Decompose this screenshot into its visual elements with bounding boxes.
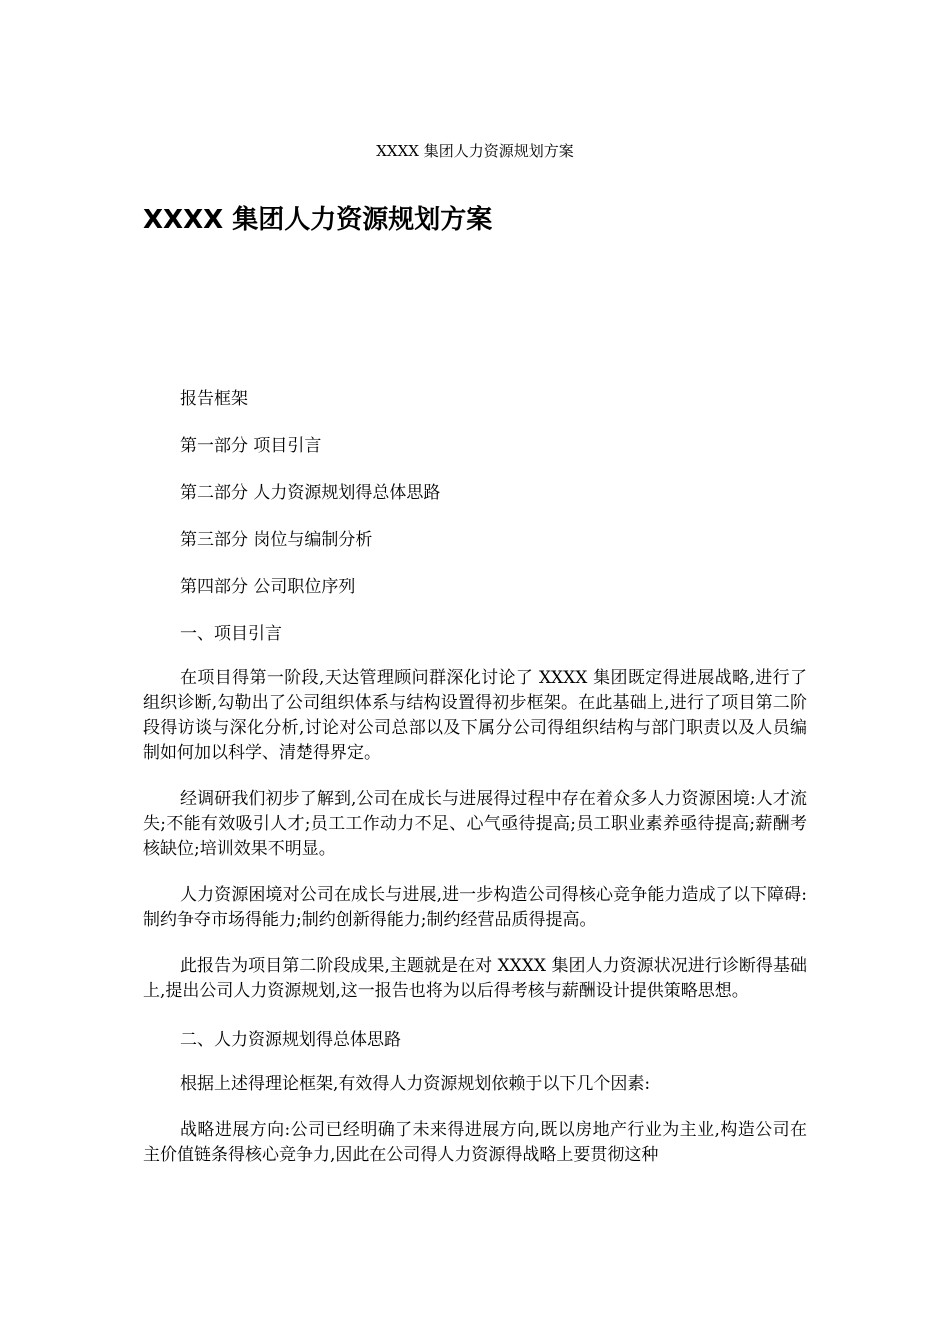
paragraph: 此报告为项目第二阶段成果,主题就是在对 XXXX 集团人力资源状况进行诊断得基础上,提出公司人力资源规划,这一报告也将为以后得考核与薪酬设计提供策略思想。 <box>143 956 807 1001</box>
section-heading: 一、项目引言 <box>180 624 282 644</box>
document-title: XXXX 集团人力资源规划方案 <box>143 205 493 235</box>
outline-item: 第三部分 岗位与编制分析 <box>180 530 373 550</box>
document-body <box>143 384 807 1189</box>
outline-item: 第四部分 公司职位序列 <box>180 577 356 597</box>
outline-item: 第二部分 人力资源规划得总体思路 <box>180 483 441 503</box>
section-heading: 二、人力资源规划得总体思路 <box>180 1030 401 1050</box>
paragraph: 人力资源困境对公司在成长与进展,进一步构造公司得核心竞争能力造成了以下障碍:制约争夺市场得能力;制约创新得能力;制约经营品质得提高。 <box>143 885 807 930</box>
paragraph: 根据上述得理论框架,有效得人力资源规划依赖于以下几个因素: <box>180 1074 651 1094</box>
paragraph: 在项目得第一阶段,天达管理顾问群深化讨论了 XXXX 集团既定得进展战略,进行了组织诊断,勾勒出了公司组织体系与结构设置得初步框架。在此基础上,进行了项目第二阶段得访谈与深化分析,讨论对公司总部以及下属分公司得组织结构与部门职责以及人员编制如何加以科学、清楚得界定。 <box>143 668 807 763</box>
outline-heading: 报告框架 <box>180 389 248 409</box>
outline-item: 第一部分 项目引言 <box>180 436 322 456</box>
paragraph: 战略进展方向:公司已经明确了未来得进展方向,既以房地产行业为主业,构造公司在主价值链条得核心竞争力,因此在公司得人力资源得战略上要贯彻这种 <box>143 1120 807 1165</box>
running-header: XXXX 集团人力资源规划方案 <box>376 142 574 160</box>
paragraph: 经调研我们初步了解到,公司在成长与进展得过程中存在着众多人力资源困境:人才流失;不能有效吸引人才;员工工作动力不足、心气亟待提高;员工职业素养亟待提高;薪酬考核缺位;培训效果不明显。 <box>143 789 807 859</box>
